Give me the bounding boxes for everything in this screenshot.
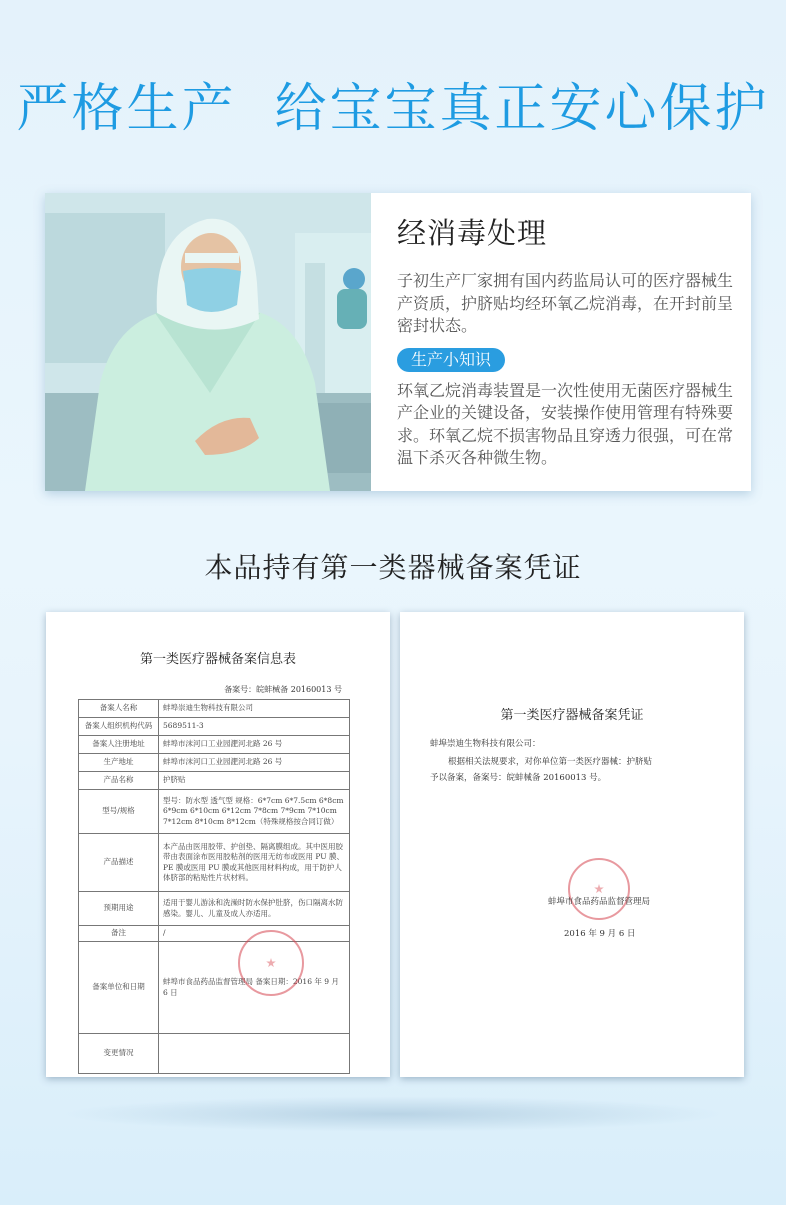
headline-part1: 严格生产 bbox=[16, 79, 237, 139]
floor-shadow bbox=[60, 1096, 726, 1132]
certificate-title: 第一类医疗器械备案凭证 bbox=[500, 708, 644, 723]
table-row bbox=[79, 892, 350, 926]
form-title: 第一类医疗器械备案信息表 bbox=[139, 652, 296, 667]
card-title: 经消毒处理 bbox=[397, 216, 548, 250]
table-row bbox=[79, 926, 350, 942]
table-value: 护脐贴 bbox=[159, 772, 350, 790]
registration-table bbox=[78, 699, 350, 1074]
table-key: 生产地址 bbox=[79, 754, 159, 772]
certificate-issuer: 蚌埠市食品药品监督管理局 bbox=[548, 897, 651, 907]
table-value: 型号：防水型 透气型 规格：6*7cm 6*7.5cm 6*8cm 6*9cm 6*10cm 6*12cm 7*8cm 7*9cm 7*10cm 7*12cm 8*10cm 8*12cm（特殊规格按合同订做） bbox=[159, 790, 350, 834]
table-row bbox=[79, 700, 350, 718]
table-row bbox=[79, 754, 350, 772]
table-row bbox=[79, 942, 350, 1034]
table-row bbox=[79, 790, 350, 834]
headline-part2: 给宝宝真正安心保护 bbox=[274, 79, 770, 139]
sterilization-card bbox=[45, 193, 751, 491]
table-key: 备案人名称 bbox=[79, 700, 159, 718]
table-key: 备案人组织机构代码 bbox=[79, 718, 159, 736]
registration-info-form bbox=[46, 612, 390, 1077]
table-value: / bbox=[159, 926, 350, 942]
table-key: 备注 bbox=[79, 926, 159, 942]
card-text bbox=[397, 211, 733, 470]
tip-badge: 生产小知识 bbox=[397, 348, 505, 372]
table-value: 蚌埠崇迪生物科技有限公司 bbox=[159, 700, 350, 718]
certificate-body-line1: 根据相关法规要求，对你单位第一类医疗器械：护脐贴 bbox=[448, 757, 653, 767]
table-key: 预期用途 bbox=[79, 892, 159, 926]
page-headline bbox=[0, 66, 786, 141]
table-value: 5689511-3 bbox=[159, 718, 350, 736]
table-key: 型号/规格 bbox=[79, 790, 159, 834]
section-title: 本品持有第一类器械备案凭证 bbox=[204, 551, 582, 584]
card-paragraph: 子初生产厂家拥有国内药监局认可的医疗器械生产资质，护脐贴均经环氧乙烷消毒，在开封前呈密封状态。 bbox=[397, 271, 734, 335]
table-value: 蚌埠市沫河口工业园淝河北路 26 号 bbox=[159, 754, 350, 772]
table-value: 适用于婴儿游泳和洗澡时防水保护肚脐，伤口隔离水防感染。婴儿、儿童及成人亦适用。 bbox=[159, 892, 350, 926]
table-key: 产品描述 bbox=[79, 834, 159, 892]
table-value: 蚌埠市沫河口工业园淝河北路 26 号 bbox=[159, 736, 350, 754]
table-row bbox=[79, 834, 350, 892]
table-value: 本产品由医用胶带、护创垫、隔离膜组成。其中医用胶带由表面涂布医用胶粘剂的医用无纺布或医用 PU 膜、PE 膜或医用 PU 膜或其他医用材料构成，用于防护人体脐部的粘贴性片状材料。 bbox=[159, 834, 350, 892]
record-number: 备案号：皖蚌械备 20160013 号 bbox=[224, 685, 342, 694]
table-key: 产品名称 bbox=[79, 772, 159, 790]
tip-paragraph: 环氧乙烷消毒装置是一次性使用无菌医疗器械生产企业的关键设备，安装操作使用管理有特殊要求。环氧乙烷不损害物品且穿透力很强，可在常温下杀灭各种微生物。 bbox=[397, 380, 734, 467]
table-row bbox=[79, 718, 350, 736]
table-row bbox=[79, 736, 350, 754]
table-value: 蚌埠市食品药品监督管理局 备案日期：2016 年 9 月 6 日 bbox=[159, 942, 350, 1034]
certificate-body-line2: 予以备案，备案号：皖蚌械备 20160013 号。 bbox=[430, 773, 607, 783]
certificate-date: 2016 年 9 月 6 日 bbox=[564, 929, 636, 939]
official-seal bbox=[238, 930, 304, 996]
table-value bbox=[159, 1034, 350, 1074]
table-key: 备案单位和日期 bbox=[79, 942, 159, 1034]
table-key: 变更情况 bbox=[79, 1034, 159, 1074]
table-key: 备案人注册地址 bbox=[79, 736, 159, 754]
table-row bbox=[79, 772, 350, 790]
certificate-addressee: 蚌埠崇迪生物科技有限公司： bbox=[430, 739, 541, 749]
registration-certificate bbox=[400, 612, 744, 1077]
official-seal bbox=[568, 858, 630, 920]
table-row bbox=[79, 1034, 350, 1074]
worker-photo bbox=[45, 193, 371, 491]
